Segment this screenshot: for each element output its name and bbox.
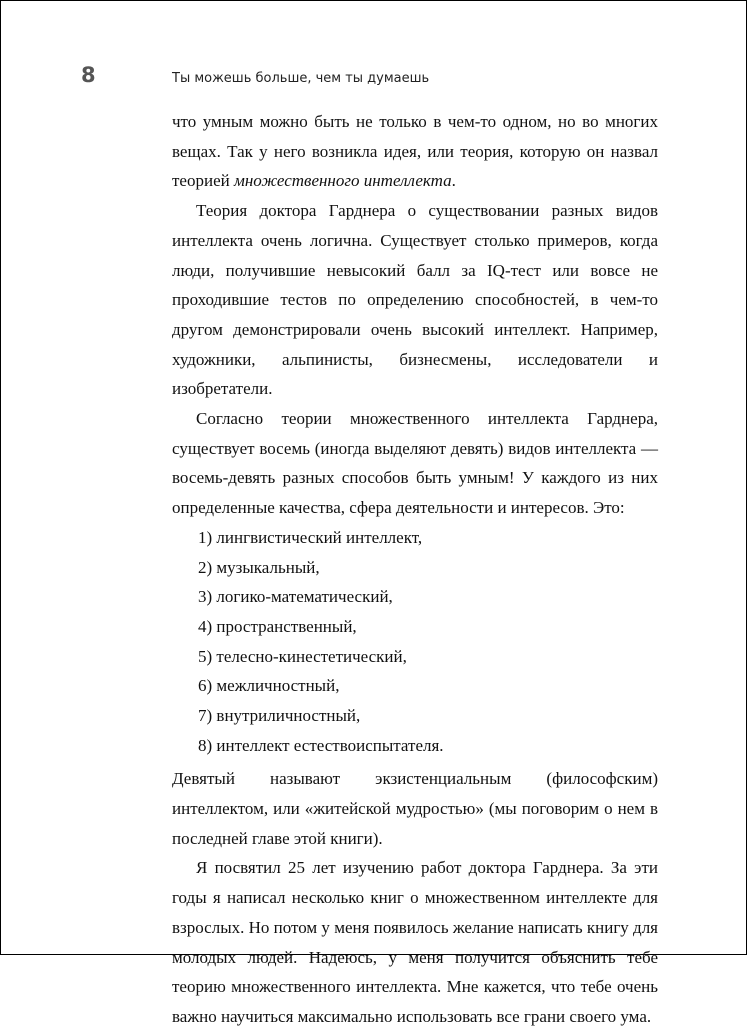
paragraph: Согласно теории множественного интеллекта Гарднера, существует восемь (иногда выделяют девять) видов интеллекта — восемь-девять разных способов быть умным! У каждого из них определенные качества, сфера деятельности и интересов. Это: (172, 409, 658, 518)
paragraph: Девятый называют экзистенциальным (философским) интеллектом, или «житейской мудростью» (мы поговорим о нем в последней главе этой книги). (172, 769, 658, 848)
paragraph: Теория доктора Гарднера о существовании разных видов интеллекта очень логична. Существует столько примеров, когда люди, получившие невысокий балл за IQ-тест или вовсе не проходившие тестов по определению способностей, в чем-то другом демонстрировали очень высокий интеллект. Например, художники, альпинисты, бизнесмены, исследователи и изобретатели. (172, 201, 658, 399)
page-number: 8 (81, 63, 96, 87)
list-item: 6) межличностный, (198, 676, 340, 696)
paragraph: Я посвятил 25 лет изучению работ доктора Гарднера. За эти годы я написал несколько книг о множественном интеллекте для взрослых. Но потом у меня появилось желание написать книгу для молодых людей. Надеюсь, у меня получится объяснить тебе теорию множественного интеллекта. Мне кажется, что тебе очень важно научиться максимально использовать все грани своего ума. (172, 858, 658, 1026)
list-item: 7) внутриличностный, (198, 705, 361, 725)
paragraph-text: что умным можно быть не только в чем-то одном, но во многих вещах. Так у него возникла идея, или теория, которую он назвал теорией (172, 112, 658, 191)
list-item: 3) логико-математический, (198, 587, 393, 607)
paragraph (172, 107, 658, 196)
list-item: 2) музыкальный, (198, 557, 320, 577)
list-item: 5) телесно-кинестетический, (198, 646, 407, 666)
emphasis-term: множественного интеллекта (233, 171, 452, 191)
paragraph-tail: . (451, 171, 456, 191)
list-item: 8) интеллект естествоиспытателя. (198, 735, 444, 755)
list-item: 1) лингвистический интеллект, (198, 527, 423, 547)
list-item: 4) пространственный, (198, 616, 357, 636)
intelligence-list (172, 523, 658, 761)
body-text (172, 107, 658, 1032)
running-title: Ты можешь больше, чем ты думаешь (172, 71, 430, 86)
